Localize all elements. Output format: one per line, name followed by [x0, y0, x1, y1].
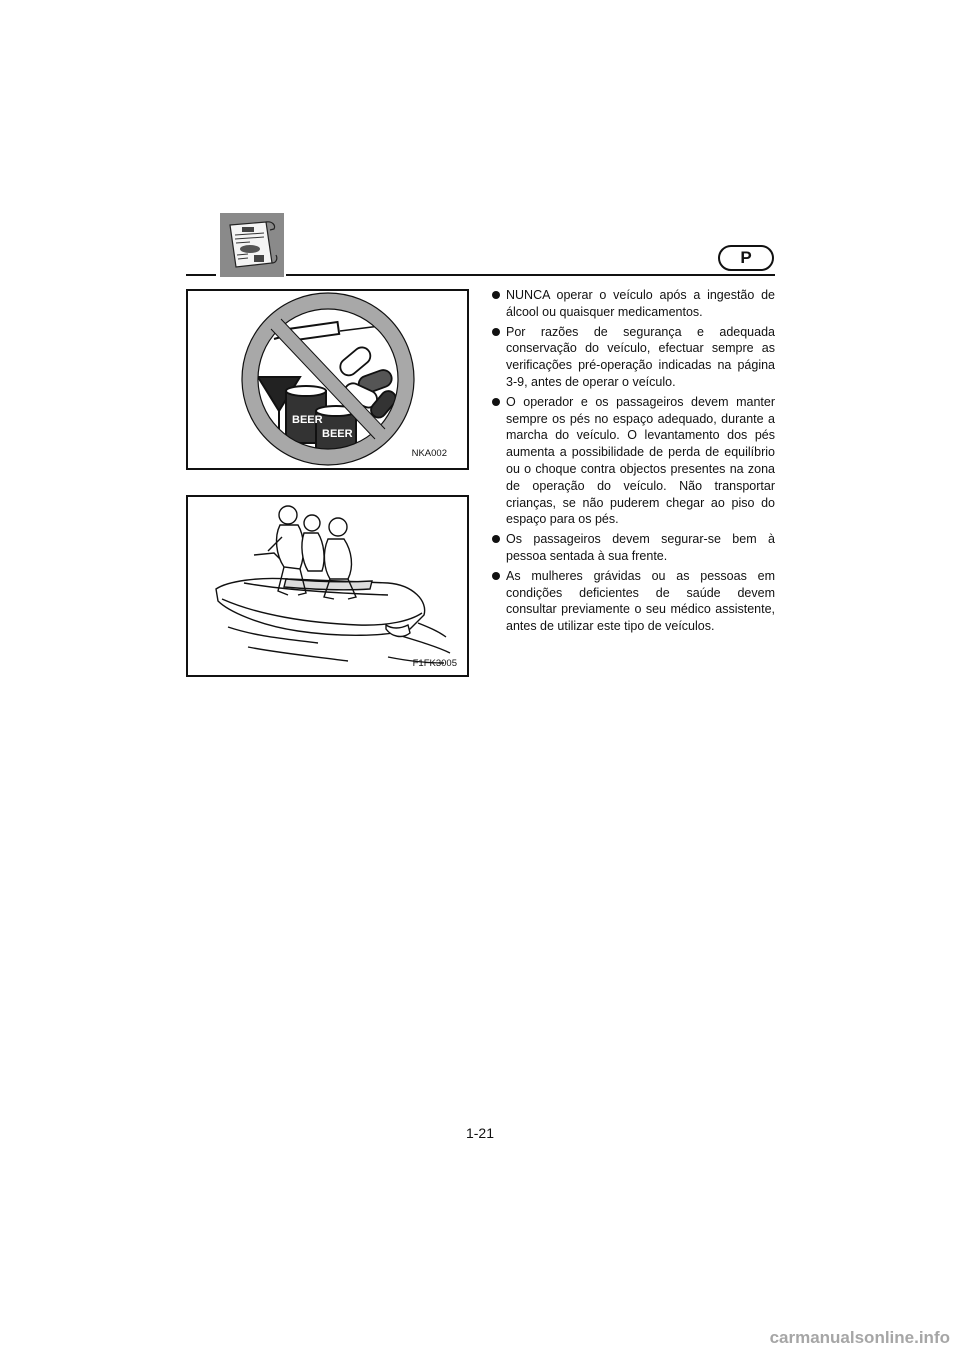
figure-code: F1FK3005	[412, 658, 457, 669]
list-item	[492, 531, 775, 565]
bullet-text: Os passageiros devem segurar-se bem à pessoa sentada à sua frente.	[506, 532, 775, 563]
list-item	[492, 324, 775, 391]
beer-can-label: BEER	[322, 428, 353, 440]
bullet-text: O operador e os passageiros devem manter sempre os pés no espaço adequado, durante a marcha do veículo. O levantamento dos pés aumenta a possibilidade de perda de equilíbrio ou o choque contra objectos presentes na zona de operação do veículo. Não transportar crianças, se não puderem chegar ao piso do espaço para os pés.	[506, 394, 775, 527]
safety-bullet-list	[492, 287, 775, 638]
list-item	[492, 287, 775, 321]
header-rule-left	[186, 274, 216, 276]
bullet-text: NUNCA operar o veículo após a ingestão de álcool ou quaisquer medicamentos.	[506, 288, 775, 319]
figure-watercraft-riders	[186, 495, 469, 677]
figure-code: NKA002	[411, 448, 447, 459]
list-item	[492, 568, 775, 635]
bullet-text: Por razões de segurança e adequada conservação do veículo, efectuar sempre as verificações pré-operação indicadas na página 3-9, antes de operar o veículo.	[506, 324, 775, 389]
language-badge: P	[718, 245, 774, 271]
figure-no-alcohol	[186, 289, 469, 470]
bullet-text: As mulheres grávidas ou as pessoas em condições deficientes de saúde devem consultar previamente o seu médico assistente, antes de utilizar este tipo de veículos.	[506, 568, 775, 634]
no-alcohol-drugs-prohibition-icon	[188, 291, 467, 468]
page-number: 1-21	[465, 1125, 495, 1141]
header-rule-right	[286, 274, 775, 276]
bullet-dot-icon	[492, 291, 500, 299]
bullet-dot-icon	[492, 328, 500, 336]
bullet-dot-icon	[492, 572, 500, 580]
list-item	[492, 394, 775, 528]
bullet-dot-icon	[492, 398, 500, 406]
personal-watercraft-riders-illustration	[188, 497, 467, 675]
manual-book-icon	[220, 213, 284, 277]
beer-can-label: BEER	[292, 414, 323, 426]
bullet-dot-icon	[492, 535, 500, 543]
footer-watermark[interactable]: carmanualsonline.info	[769, 1328, 950, 1347]
